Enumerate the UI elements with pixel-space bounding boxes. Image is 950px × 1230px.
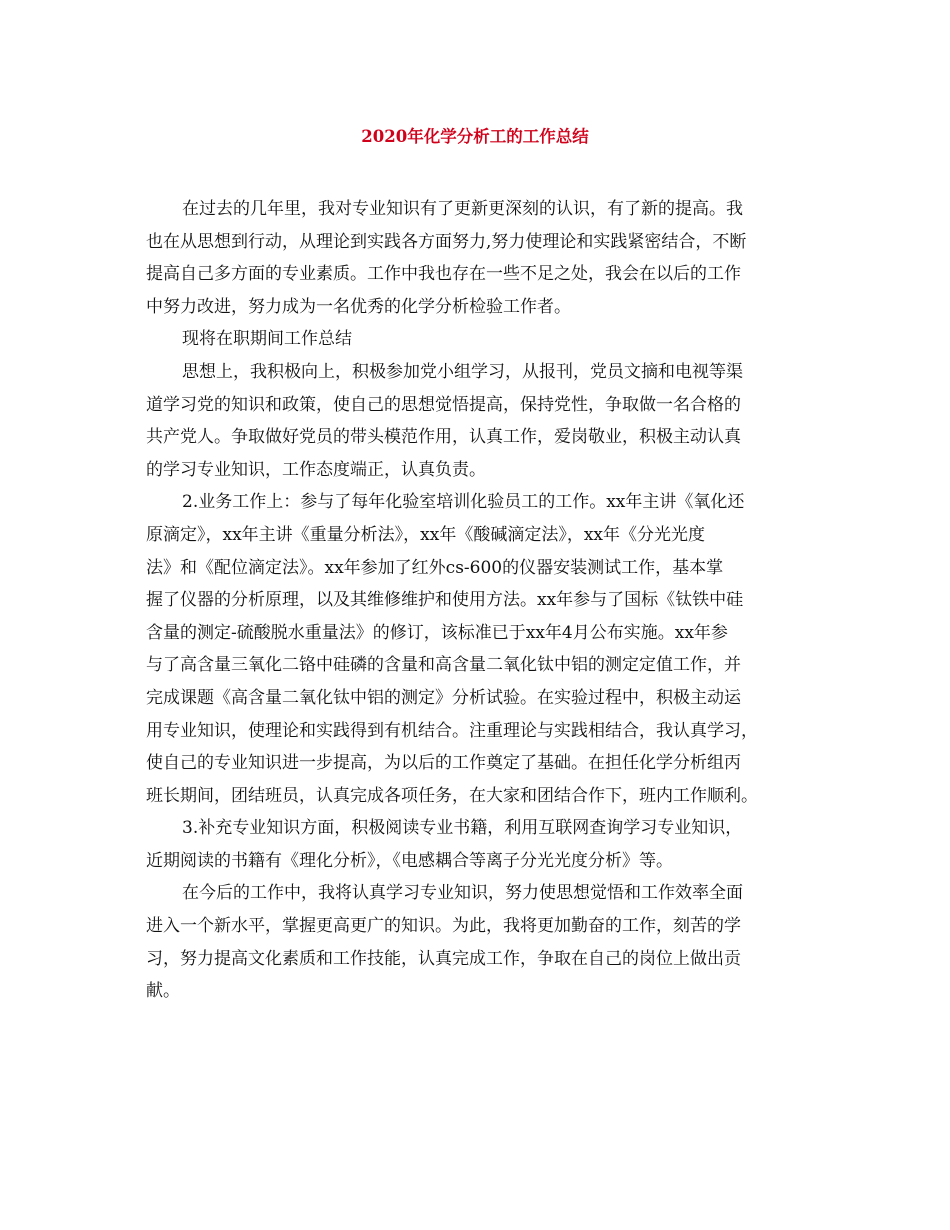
text-line: 与了高含量三氧化二铬中硅磷的含量和高含量二氧化钛中铝的测定定值工作，并 [146,655,741,676]
paragraph [146,877,806,1007]
document-title: 2020年化学分析工的工作总结 [361,127,589,146]
text-line: 的学习专业知识，工作态度端正，认真负责。 [146,459,486,480]
paragraph [146,812,806,877]
text-line: 进入一个新水平，掌握更高更广的知识。为此，我将更加勤奋的工作，刻苦的学 [146,916,741,937]
text-line: 完成课题《高含量二氧化钛中铝的测定》分析试验。在实验过程中，积极主动运 [146,687,741,708]
text-line: 含量的测定-硫酸脱水重量法》的修订，该标准已于xx年4月公布实施。xx年参 [146,622,728,643]
paragraph [146,356,806,486]
text-line: 使自己的专业知识进一步提高，为以后的工作奠定了基础。在担任化学分析组丙 [146,753,741,774]
text-line: 近期阅读的书籍有《理化分析》，《电感耦合等离子分光光度分析》等。 [146,850,673,871]
text-line: 道学习党的知识和政策，使自己的思想觉悟提高，保持党性，争取做一名合格的 [146,394,741,415]
text-line: 现将在职期间工作总结 [182,329,352,350]
text-line: 在过去的几年里，我对专业知识有了更新更深刻的认识，有了新的提高。我 [182,199,743,219]
paragraph [146,323,806,356]
text-line: 班长期间，团结班员，认真完成各项任务，在大家和团结合作下，班内工作顺利。 [146,785,758,806]
text-line: 2.业务工作上：参与了每年化验室培训化验员工的工作。xx年主讲《氧化还 [182,492,745,513]
paragraph [146,193,806,323]
document-body [146,193,806,1008]
text-line: 握了仪器的分析原理，以及其维修维护和使用方法。xx年参与了国标《钛铁中硅 [146,590,744,611]
text-line: 3.补充专业知识方面，积极阅读专业书籍，利用互联网查询学习专业知识， [182,818,743,839]
text-line: 用专业知识，使理论和实践得到有机结合。注重理论与实践相结合，我认真学习， [146,720,758,741]
text-line: 在今后的工作中，我将认真学习专业知识，努力使思想觉悟和工作效率全面 [182,883,743,904]
text-line: 习，努力提高文化素质和工作技能，认真完成工作，争取在自己的岗位上做出贡 [146,948,741,969]
text-line: 共产党人。争取做好党员的带头模范作用，认真工作，爱岗敬业，积极主动认真 [146,427,741,448]
text-line: 法》和《配位滴定法》。xx年参加了红外cs-600的仪器安装测试工作，基本掌 [146,557,724,578]
paragraph [146,486,806,812]
text-line: 也在从思想到行动，从理论到实践各方面努力,努力使理论和实践紧密结合，不断 [146,231,747,252]
text-line: 献。 [146,981,180,1002]
text-line: 提高自己多方面的专业素质。工作中我也存在一些不足之处，我会在以后的工作 [146,264,741,285]
text-line: 原滴定》，xx年主讲《重量分析法》，xx年《酸碱滴定法》，xx年《分光光度 [146,524,706,545]
text-line: 思想上，我积极向上，积极参加党小组学习，从报刊，党员文摘和电视等渠 [182,361,743,382]
text-line: 中努力改进，努力成为一名优秀的化学分析检验工作者。 [146,296,571,317]
